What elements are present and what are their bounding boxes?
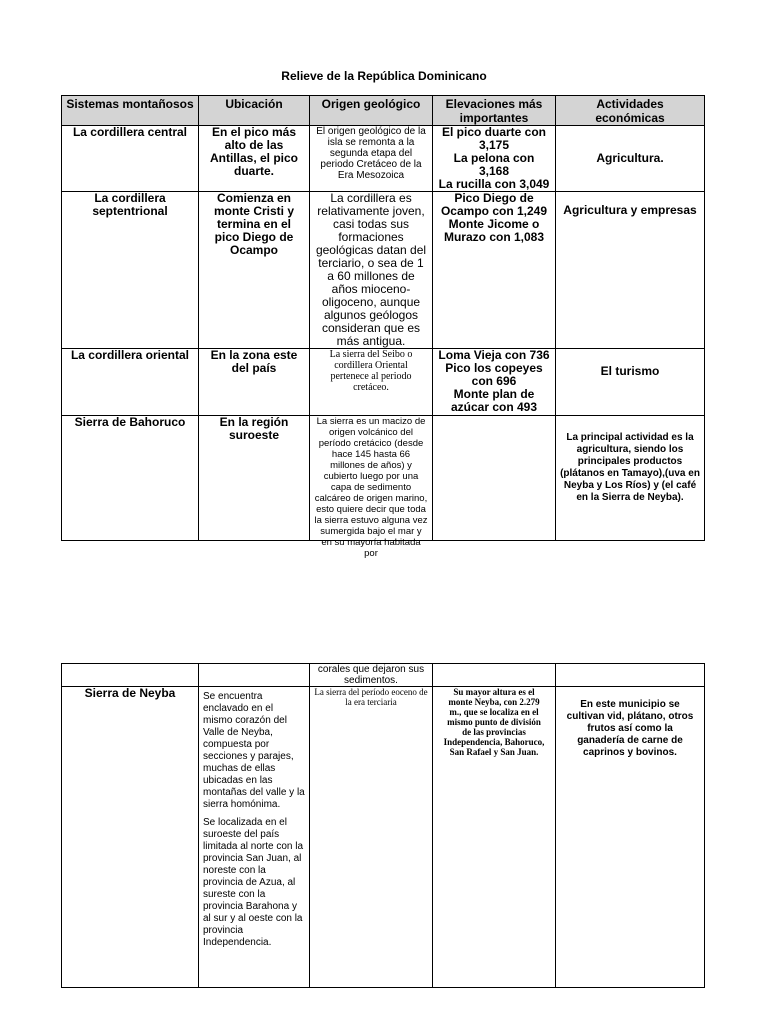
origin-cell: La sierra del Seibo o cordillera Oriental pertenece al periodo cretáceo. [310, 349, 433, 416]
elevations-cell: Su mayor altura es el monte Neyba, con 2.279 m., que se localiza en el mismo punto de división de las provincias Independencia, Bahoruco, San Rafael y San Juan. [433, 687, 556, 988]
elevation-item: El pico duarte con 3,175 [441, 125, 546, 152]
activities-cell: Agricultura. [556, 126, 705, 192]
system-cell: La cordillera central [62, 126, 199, 192]
page-title: Relieve de la República Dominicano [281, 69, 487, 83]
elevation-item: Loma Vieja con 736 [438, 348, 550, 362]
system-cell: La cordillera septentrional [62, 192, 199, 349]
table-header-row [62, 96, 705, 126]
elevation-item: Pico los copeyes con 696 [445, 361, 543, 388]
table-row [62, 192, 705, 349]
location-cell: En la zona este del país [199, 349, 310, 416]
table-row [62, 416, 705, 541]
system-cell: La cordillera oriental [62, 349, 199, 416]
relief-table-continued [61, 663, 705, 988]
system-cell [62, 664, 199, 687]
header-systems: Sistemas montañosos [62, 96, 199, 126]
activities-cell: En este municipio se cultivan vid, plátano, otros frutos así como la ganadería de carne de caprinos y bovinos. [556, 687, 705, 988]
elevation-item: La rucilla con 3,049 [438, 177, 550, 191]
elevations-cell [433, 349, 556, 416]
origin-text: La sierra es un macizo de origen volcánico del período cretácico (desde hace 145 hasta 66 millones de años) y cubierto luego por una capa de sedimento calcáreo de origen marino, esto quiere decir que toda la sierra estuvo alguna vez sumergida bajo el mar y en su mayoría habitada por [314, 416, 428, 559]
header-activities: Actividades económicas [556, 96, 705, 126]
header-location: Ubicación [199, 96, 310, 126]
elevation-item: La pelona con 3,168 [453, 151, 535, 178]
activities-cell [556, 664, 705, 687]
origin-cell: corales que dejaron sus sedimentos. [310, 664, 433, 687]
activities-cell: Agricultura y empresas [556, 192, 705, 349]
elevation-item: Monte plan de azúcar con 493 [450, 387, 538, 414]
elevations-cell [433, 192, 556, 349]
elevations-cell [433, 126, 556, 192]
origin-cell: El origen geológico de la isla se remonta a la segunda etapa del periodo Cretáceo de la Era Mesozoica [310, 126, 433, 192]
location-cell [199, 687, 310, 988]
origin-cell: La sierra del período eoceno de la era terciaria [310, 687, 433, 988]
elevation-item: Pico Diego de Ocampo con 1,249 [440, 191, 548, 218]
origin-cell [310, 416, 433, 559]
header-origin: Origen geológico [310, 96, 433, 126]
location-cell: En el pico más alto de las Antillas, el pico duarte. [199, 126, 310, 192]
elevations-cell [433, 416, 556, 541]
header-elevations: Elevaciones más importantes [433, 96, 556, 126]
system-cell: Sierra de Bahoruco [62, 416, 199, 541]
activities-cell: La principal actividad es la agricultura, siendo los principales productos (plátanos en Tamayo),(uva en Neyba y Los Ríos) y (el café en la Sierra de Neyba). [556, 416, 705, 541]
relief-table [61, 95, 705, 559]
location-cell: Comienza en monte Cristi y termina en el pico Diego de Ocampo [199, 192, 310, 349]
table-row [62, 126, 705, 192]
table-row [62, 664, 705, 687]
location-cell: En la región suroeste [199, 416, 310, 541]
location-paragraph: Se encuentra enclavado en el mismo corazón del Valle de Neyba, compuesta por secciones y parajes, muchas de ellas ubicadas en las montañas del valle y la sierra homónima. [203, 691, 305, 810]
elevation-item: Monte Jicome o Murazo con 1,083 [443, 217, 545, 244]
table-row [62, 349, 705, 416]
system-cell: Sierra de Neyba [62, 687, 199, 988]
elevations-cell [433, 664, 556, 687]
table-row [62, 687, 705, 988]
location-paragraph: Se localizada en el suroeste del país limitada al norte con la provincia San Juan, al noreste con la provincia de Azua, al sureste con la provincia Barahona y al sur y al oeste con la provincia Independencia. [203, 817, 304, 948]
activities-cell: El turismo [556, 349, 705, 416]
origin-cell: La cordillera es relativamente joven, casi todas sus formaciones geológicas datan del terciario, o sea de 1 a 60 millones de años mioceno-oligoceno, aunque algunos geólogos consideran que es más antigua. [310, 192, 433, 349]
location-cell [199, 664, 310, 687]
